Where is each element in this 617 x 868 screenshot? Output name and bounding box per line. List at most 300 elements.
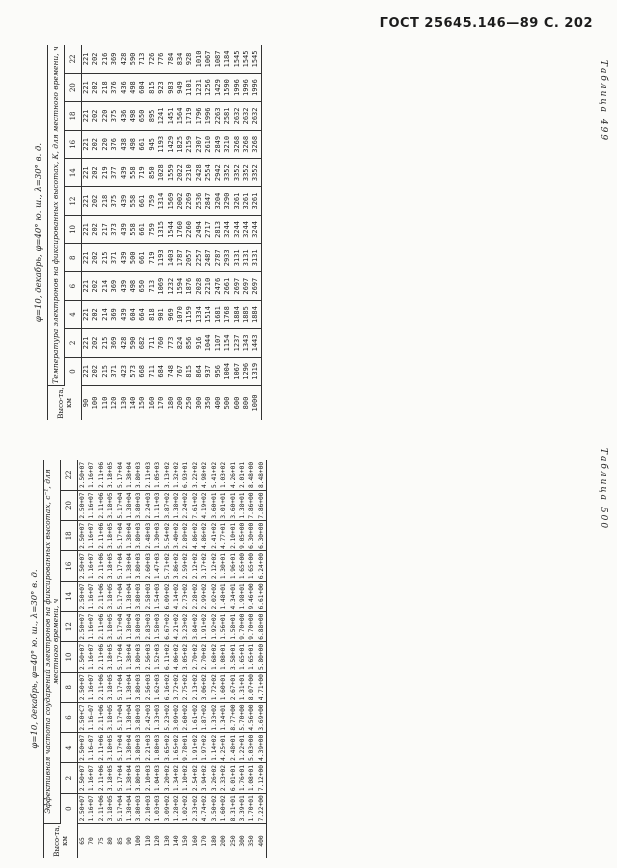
value-cell: 8.48+00 xyxy=(257,460,267,490)
value-cell: 759 xyxy=(148,187,157,215)
value-cell: 1070 xyxy=(176,300,185,328)
value-cell: 901 xyxy=(157,300,166,328)
value-cell: 1.91+02 xyxy=(200,612,209,642)
value-cell: 1.98+01 xyxy=(238,581,247,611)
value-cell: 1.16+07 xyxy=(87,521,96,551)
value-cell: 221 xyxy=(82,187,92,215)
value-cell: 1.38+04 xyxy=(125,793,134,823)
value-cell: 1.38+01 xyxy=(238,490,247,520)
value-cell: 1.38+04 xyxy=(125,521,134,551)
value-cell: 824 xyxy=(176,329,185,357)
value-cell: 8.31+01 xyxy=(229,793,238,823)
value-cell: 375 xyxy=(110,102,119,130)
table-row xyxy=(238,460,247,858)
value-cell: 369 xyxy=(110,272,119,300)
value-cell: 202 xyxy=(91,102,100,130)
table-row xyxy=(242,45,251,420)
value-cell: 202 xyxy=(91,357,100,385)
hour-header: 22 xyxy=(61,460,78,490)
value-cell: 3352 xyxy=(251,159,261,187)
value-cell: 1719 xyxy=(185,102,194,130)
value-cell: 590 xyxy=(129,45,138,73)
value-cell: 369 xyxy=(110,300,119,328)
value-cell: 1825 xyxy=(176,130,185,158)
value-cell: 5.03+00 xyxy=(247,733,256,763)
value-cell: 498 xyxy=(129,102,138,130)
table-row xyxy=(97,460,106,858)
value-cell: 3244 xyxy=(233,215,242,243)
value-cell: 2.01+01 xyxy=(238,460,247,490)
table-row xyxy=(195,45,204,420)
value-cell: 928 xyxy=(185,45,194,73)
value-cell: 215 xyxy=(101,244,110,272)
table-row xyxy=(78,460,88,858)
value-cell: 498 xyxy=(129,130,138,158)
table-row xyxy=(257,460,267,858)
value-cell: 1314 xyxy=(157,187,166,215)
table-row xyxy=(219,460,228,858)
value-cell: 1.03+02 xyxy=(219,460,228,490)
value-cell: 2.02+02 xyxy=(210,581,219,611)
value-cell: 2.11+06 xyxy=(97,642,106,672)
value-cell: 650 xyxy=(138,272,147,300)
value-cell: 3.18+05 xyxy=(106,490,115,520)
value-cell: 220 xyxy=(101,102,110,130)
value-cell: 2610 xyxy=(204,130,213,158)
value-cell: 6.30+00 xyxy=(247,521,256,551)
value-cell: 3244 xyxy=(251,215,261,243)
hour-header: 2 xyxy=(61,763,78,793)
value-cell: 573 xyxy=(129,357,138,385)
value-cell: 6.01+01 xyxy=(229,763,238,793)
value-cell: 1.33+02 xyxy=(210,702,219,732)
value-cell: 2.11+06 xyxy=(97,702,106,732)
value-cell: 428 xyxy=(120,45,129,73)
value-cell: 218 xyxy=(101,187,110,215)
value-cell: 2697 xyxy=(242,272,251,300)
value-cell: 3.18+05 xyxy=(106,763,115,793)
value-cell: 711 xyxy=(148,329,157,357)
value-cell: 1.76+01 xyxy=(238,763,247,793)
value-cell: 3.80+03 xyxy=(134,581,143,611)
height-cell: 400 xyxy=(213,396,222,410)
value-cell: 1545 xyxy=(251,45,261,73)
height-cell: 75 xyxy=(97,837,105,845)
value-cell: 1569 xyxy=(167,187,176,215)
height-cell: 160 xyxy=(147,396,156,410)
value-cell: 1.16+07 xyxy=(87,793,96,823)
value-cell: 818 xyxy=(148,300,157,328)
value-cell: 1996 xyxy=(242,73,251,101)
value-cell: 3268 xyxy=(242,130,251,158)
hour-header: 8 xyxy=(65,244,82,272)
value-cell: 1.10+02 xyxy=(181,763,190,793)
value-cell: 5.17+04 xyxy=(116,763,125,793)
value-cell: 4.86+02 xyxy=(200,521,209,551)
value-cell: 1069 xyxy=(157,272,166,300)
value-cell: 1.08+01 xyxy=(219,642,228,672)
value-cell: 2.67+01 xyxy=(229,672,238,702)
value-cell: 3.80+03 xyxy=(134,733,143,763)
value-cell: 3.87+02 xyxy=(163,490,172,520)
value-cell: 3.20+02 xyxy=(163,763,172,793)
value-cell: 1.72+02 xyxy=(210,672,219,702)
value-cell: 2.50+07 xyxy=(78,642,88,672)
value-cell: 1884 xyxy=(251,300,261,328)
value-cell: 1545 xyxy=(242,45,251,73)
height-cell: 300 xyxy=(238,835,246,847)
value-cell: 5.17+04 xyxy=(116,490,125,520)
value-cell: 3.69+00 xyxy=(257,702,267,732)
value-cell: 1996 xyxy=(251,73,261,101)
value-cell: 1996 xyxy=(204,102,213,130)
value-cell: 2028 xyxy=(195,272,204,300)
height-cell: 800 xyxy=(241,396,250,410)
table-subtitle: Температура электронов на фиксированных высотах, К, для местного времени, ч xyxy=(48,45,65,386)
value-cell: 2.70+02 xyxy=(191,642,200,672)
value-cell: 1.65+01 xyxy=(247,642,256,672)
height-cell: 170 xyxy=(157,396,166,410)
value-cell: 2257 xyxy=(195,244,204,272)
value-cell: 1.92+02 xyxy=(210,612,219,642)
value-cell: 221 xyxy=(82,130,92,158)
value-cell: 221 xyxy=(82,244,92,272)
value-cell: 1.65+00 xyxy=(238,551,247,581)
value-cell: 719 xyxy=(138,159,147,187)
value-cell: 202 xyxy=(91,215,100,243)
value-cell: 221 xyxy=(82,272,92,300)
value-cell: 1.16+07 xyxy=(87,460,96,490)
value-cell: 373 xyxy=(110,215,119,243)
value-cell: 773 xyxy=(167,329,176,357)
table-row xyxy=(163,460,172,858)
value-cell: 4.56+00 xyxy=(247,702,256,732)
value-cell: 2.28+02 xyxy=(191,581,200,611)
value-cell: 2.50+07 xyxy=(78,521,88,551)
value-cell: 5.17+04 xyxy=(116,612,125,642)
value-cell: 1.28+02 xyxy=(172,793,181,823)
table-row xyxy=(125,460,134,858)
height-cell: 180 xyxy=(166,396,175,410)
value-cell: 2.50+07 xyxy=(78,793,88,823)
value-cell: 776 xyxy=(157,45,166,73)
value-cell: 3.84+02 xyxy=(191,612,200,642)
value-cell: 498 xyxy=(129,73,138,101)
value-cell: 6.16+02 xyxy=(163,672,172,702)
value-cell: 3.05+02 xyxy=(181,642,190,672)
height-cell: 100 xyxy=(91,396,100,410)
value-cell: 216 xyxy=(101,45,110,73)
table-row xyxy=(144,460,153,858)
value-cell: 834 xyxy=(176,45,185,73)
value-cell: 2849 xyxy=(214,130,223,158)
hour-header: 16 xyxy=(65,130,82,158)
value-cell: 2310 xyxy=(185,159,194,187)
value-cell: 661 xyxy=(138,244,147,272)
value-cell: 4.19+02 xyxy=(200,490,209,520)
value-cell: 759 xyxy=(148,215,157,243)
value-cell: 3.26+02 xyxy=(210,763,219,793)
value-cell: 2263 xyxy=(214,102,223,130)
value-cell: 6.11+02 xyxy=(163,642,172,672)
value-cell: 3.94+02 xyxy=(200,763,209,793)
height-cell: 120 xyxy=(154,835,162,847)
value-cell: 6.93+01 xyxy=(181,460,190,490)
table-row xyxy=(200,460,209,858)
value-cell: 815 xyxy=(185,357,194,385)
value-cell: 5.17+04 xyxy=(116,702,125,732)
value-cell: 8.07+00 xyxy=(247,672,256,702)
value-cell: 1101 xyxy=(185,73,194,101)
height-cell: 150 xyxy=(182,835,190,847)
value-cell: 371 xyxy=(110,244,119,272)
value-cell: 3.17+02 xyxy=(200,551,209,581)
value-cell: 1.70+01 xyxy=(247,793,256,823)
value-cell: 2.11+06 xyxy=(97,672,106,702)
value-cell: 1.08+03 xyxy=(153,733,162,763)
value-cell: 661 xyxy=(138,187,147,215)
value-cell: 1.16+07 xyxy=(87,672,96,702)
table-row xyxy=(204,45,213,420)
value-cell: 4.71+00 xyxy=(257,672,267,702)
value-cell: 3131 xyxy=(242,244,251,272)
value-cell: 2.48+01 xyxy=(229,733,238,763)
value-cell: 7.22+00 xyxy=(257,793,267,823)
value-cell: 1067 xyxy=(204,45,213,73)
value-cell: 1.38+04 xyxy=(125,763,134,793)
value-cell: 1559 xyxy=(167,159,176,187)
hour-header: 20 xyxy=(61,490,78,520)
table-row xyxy=(129,45,138,420)
table-row xyxy=(116,460,125,858)
value-cell: 439 xyxy=(120,187,129,215)
value-cell: 1.47+03 xyxy=(153,551,162,581)
value-cell: 1296 xyxy=(242,357,251,385)
value-cell: 1.48+01 xyxy=(219,581,228,611)
height-cell: 80 xyxy=(107,837,115,845)
value-cell: 650 xyxy=(138,102,147,130)
table-label: Таблица 499 xyxy=(598,60,608,143)
hour-header: 8 xyxy=(61,672,78,702)
value-cell: 2.83+03 xyxy=(144,612,153,642)
value-cell: 1.61+02 xyxy=(191,702,200,732)
value-cell: 2.54+02 xyxy=(191,763,200,793)
value-cell: 2.12+02 xyxy=(191,551,200,581)
value-cell: 3.50+02 xyxy=(210,793,219,823)
value-cell: 1514 xyxy=(204,300,213,328)
value-cell: 1544 xyxy=(167,215,176,243)
value-cell: 2.50+07 xyxy=(78,612,88,642)
value-cell: 439 xyxy=(120,272,129,300)
value-cell: 1.16+07 xyxy=(87,612,96,642)
table-row xyxy=(229,460,238,858)
value-cell: 2.60+03 xyxy=(144,551,153,581)
value-cell: 3.18+05 xyxy=(106,702,115,732)
value-cell: 748 xyxy=(167,357,176,385)
value-cell: 2.50+07 xyxy=(78,672,88,702)
table-row xyxy=(172,460,181,858)
table-row xyxy=(157,45,166,420)
height-cell: 500 xyxy=(223,396,232,410)
value-cell: 684 xyxy=(157,357,166,385)
value-cell: 2554 xyxy=(204,159,213,187)
value-cell: 726 xyxy=(148,45,157,73)
value-cell: 1.54+03 xyxy=(153,581,162,611)
value-cell: 436 xyxy=(120,73,129,101)
value-cell: 221 xyxy=(82,102,92,130)
value-cell: 2.56+03 xyxy=(144,672,153,702)
value-cell: 3261 xyxy=(251,187,261,215)
value-cell: 2.11+06 xyxy=(97,612,106,642)
value-cell: 3.01+01 xyxy=(219,490,228,520)
height-cell: 70 xyxy=(88,837,96,845)
value-cell: 2.10+01 xyxy=(229,521,238,551)
value-cell: 2.10+03 xyxy=(144,763,153,793)
value-cell: 2.10+03 xyxy=(144,793,153,823)
value-cell: 2933 xyxy=(223,244,232,272)
value-cell: 1.38+04 xyxy=(125,490,134,520)
height-cell: 160 xyxy=(191,835,199,847)
value-cell: 3.80+03 xyxy=(134,642,143,672)
height-cell: 85 xyxy=(116,837,124,845)
value-cell: 3.18+05 xyxy=(106,733,115,763)
value-cell: 558 xyxy=(129,215,138,243)
value-cell: 5.17+04 xyxy=(116,642,125,672)
value-cell: 8.48+00 xyxy=(247,460,256,490)
value-cell: 815 xyxy=(148,73,157,101)
value-cell: 4.86+02 xyxy=(191,521,200,551)
value-cell: 1237 xyxy=(233,329,242,357)
value-cell: 4.74+02 xyxy=(200,793,209,823)
value-cell: 713 xyxy=(148,272,157,300)
value-cell: 1315 xyxy=(157,215,166,243)
value-cell: 202 xyxy=(91,300,100,328)
value-cell: 2697 xyxy=(251,272,261,300)
value-cell: 1.91+02 xyxy=(191,733,200,763)
value-cell: 2.11+06 xyxy=(97,521,106,551)
value-cell: 3352 xyxy=(242,159,251,187)
value-cell: 498 xyxy=(129,272,138,300)
value-cell: 2.73+02 xyxy=(181,581,190,611)
value-cell: 3.58+01 xyxy=(229,642,238,672)
value-cell: 3.72+02 xyxy=(172,672,181,702)
value-cell: 1.16−07 xyxy=(87,733,96,763)
height-cell: 130 xyxy=(163,835,171,847)
value-cell: 784 xyxy=(167,45,176,73)
value-cell: 221 xyxy=(82,215,92,243)
value-cell: 3.18+05 xyxy=(106,672,115,702)
value-cell: 2002 xyxy=(176,187,185,215)
table-row xyxy=(233,45,242,420)
value-cell: 1184 xyxy=(223,45,232,73)
value-cell: 1159 xyxy=(185,300,194,328)
value-cell: 5.17+04 xyxy=(116,521,125,551)
table-row xyxy=(91,45,100,420)
value-cell: 1.38+04 xyxy=(125,460,134,490)
value-cell: 1.65+00 xyxy=(247,551,256,581)
value-cell: 1.33+03 xyxy=(153,702,162,732)
hour-header: 12 xyxy=(61,612,78,642)
value-cell: 1564 xyxy=(176,102,185,130)
value-cell: 221 xyxy=(82,159,92,187)
value-cell: 1004 xyxy=(223,357,232,385)
value-cell: 4.21+02 xyxy=(172,612,181,642)
value-cell: 2.58+03 xyxy=(144,581,153,611)
value-cell: 767 xyxy=(176,357,185,385)
value-cell: 2.11+03 xyxy=(144,460,153,490)
value-cell: 3.18+05 xyxy=(106,581,115,611)
height-cell: 140 xyxy=(173,835,181,847)
table-row xyxy=(153,460,162,858)
value-cell: 1.02+02 xyxy=(181,793,190,823)
value-cell: 2.70+02 xyxy=(200,642,209,672)
value-cell: 1.60+01 xyxy=(219,672,228,702)
value-cell: 5.17+04 xyxy=(116,733,125,763)
value-cell: 5.17+04 xyxy=(116,460,125,490)
value-cell: 1451 xyxy=(167,102,176,130)
value-cell: 983 xyxy=(167,73,176,101)
height-header: Высо-та, км xyxy=(48,386,82,421)
height-cell: 150 xyxy=(138,396,147,410)
value-cell: 2.11+06 xyxy=(97,793,106,823)
height-cell: 600 xyxy=(232,396,241,410)
hour-header: 14 xyxy=(61,581,78,611)
hour-header: 4 xyxy=(61,733,78,763)
value-cell: 2.11+06 xyxy=(97,763,106,793)
value-cell: 1.38+04 xyxy=(125,642,134,672)
height-cell: 350 xyxy=(248,835,256,847)
value-cell: 604 xyxy=(129,300,138,328)
value-cell: 221 xyxy=(82,329,92,357)
table-row xyxy=(101,45,110,420)
value-cell: 214 xyxy=(101,272,110,300)
value-cell: 376 xyxy=(110,130,119,158)
value-cell: 864 xyxy=(195,357,204,385)
value-cell: 2.13+02 xyxy=(191,672,200,702)
height-cell: 180 xyxy=(210,835,218,847)
value-cell: 202 xyxy=(91,272,100,300)
value-cell: 2022 xyxy=(176,159,185,187)
value-cell: 2.50+07 xyxy=(78,551,88,581)
value-cell: 3268 xyxy=(233,130,242,158)
value-cell: 1681 xyxy=(214,300,223,328)
value-cell: 1.04+03 xyxy=(153,763,162,793)
hour-header: 22 xyxy=(65,45,82,73)
value-cell: 3131 xyxy=(251,244,261,272)
value-cell: 1.16+07 xyxy=(87,642,96,672)
value-cell: 1876 xyxy=(185,272,194,300)
value-cell: 202 xyxy=(91,329,100,357)
value-cell: 2.50+07 xyxy=(78,763,88,793)
value-cell: 1.65+01 xyxy=(238,642,247,672)
value-cell: 2.24+02 xyxy=(181,490,190,520)
value-cell: 371 xyxy=(110,357,119,385)
value-cell: 1.38+04 xyxy=(125,612,134,642)
value-cell: 1.34+02 xyxy=(172,763,181,793)
table-row xyxy=(251,45,261,420)
value-cell: 3.80+03 xyxy=(134,460,143,490)
table-row xyxy=(138,45,147,420)
value-cell: 5.17+04 xyxy=(116,581,125,611)
value-cell: 2.75+02 xyxy=(181,672,190,702)
value-cell: 439 xyxy=(120,159,129,187)
value-cell: 1.30+03 xyxy=(153,521,162,551)
value-cell: 2.41+02 xyxy=(210,521,219,551)
hour-header: 14 xyxy=(65,159,82,187)
value-cell: 221 xyxy=(82,300,92,328)
value-cell: 1.22+01 xyxy=(238,733,247,763)
table-row xyxy=(82,45,92,420)
